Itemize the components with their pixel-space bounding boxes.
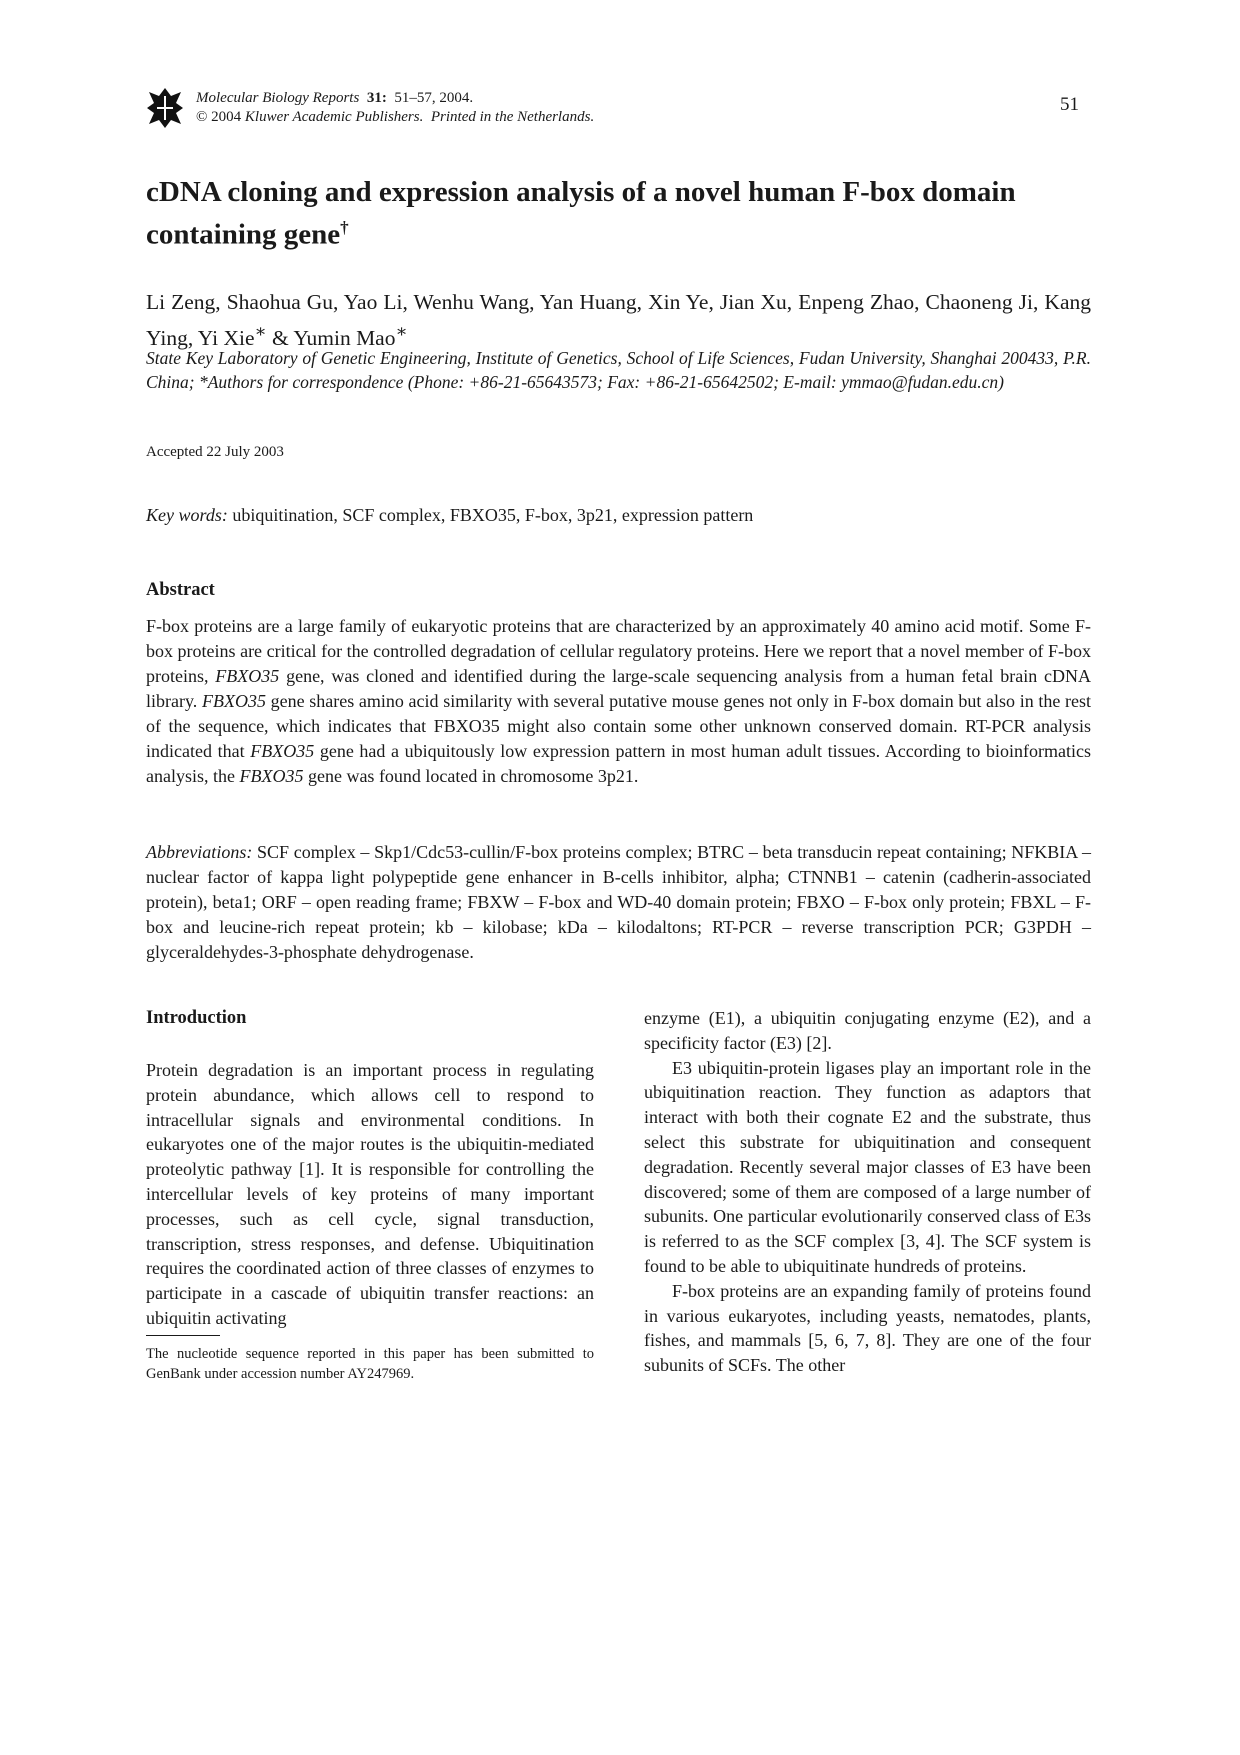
publisher-name: Kluwer Academic Publishers.: [244, 109, 424, 125]
copyright-year: © 2004: [196, 109, 242, 125]
introduction-paragraph: Protein degradation is an important process in regulating protein abundance, which allows cell to respond to intracellular signals and environmental conditions. In eukaryotes one of the major routes is the ubiquitin-mediated proteolytic pathway [1]. It is responsible for controlling the intercellular levels of key proteins of many important processes, such as cell cycle, signal transduction, transcription, stress responses, and defense. Ubiquitination requires the coordinated action of three classes of enzymes to participate in a cascade of ubiquitin transfer reactions: an ubiquitin activating: [146, 1060, 594, 1328]
abbreviations: [146, 840, 1091, 965]
author-star-1: ∗: [254, 321, 267, 341]
author-star-2: ∗: [395, 321, 408, 341]
authors-text: Li Zeng, Shaohua Gu, Yao Li, Wenhu Wang, Yan Huang, Xin Ye, Jian Xu, Enpeng Zhao, Chaoneng Ji, Kang Ying, Yi Xie: [146, 290, 1091, 351]
journal-volume: 31:: [366, 90, 387, 106]
abstract-part: gene shares amino acid similarity with several putative mouse genes not only in F-box domain but also in the rest of the sequence, which indicates that FBXO35 might also contain some other unknown conserved domain. RT-PCR analysis indicated that: [146, 691, 1091, 761]
journal-citation: [196, 89, 594, 127]
keywords-label: Key words:: [146, 505, 228, 525]
gene-name: FBXO35: [239, 766, 304, 786]
affiliation: State Key Laboratory of Genetic Engineering, Institute of Genetics, School of Life Sciences, Fudan University, Shanghai 200433, P.R. China; *Authors for correspondence (Phone: +86-21-65643573; Fax: +86-21-65642502; E-mail: ymmao@fudan.edu.cn): [146, 348, 1091, 392]
abstract-part: gene was found located in chromosome 3p21.: [303, 766, 639, 786]
authors-last: & Yumin Mao: [266, 326, 396, 351]
introduction-paragraph: F-box proteins are an expanding family of proteins found in various eukaryotes, including yeasts, nematodes, plants, fishes, and mammals [5, 6, 7, 8]. They are one of the four subunits of SCFs. The other: [644, 1280, 1091, 1376]
keywords: [146, 505, 753, 526]
gene-name: FBXO35: [215, 666, 280, 686]
author-list: [146, 288, 1091, 353]
abstract-heading: Abstract: [146, 580, 215, 600]
paper-title: [146, 174, 1106, 253]
accepted-date: Accepted 22 July 2003: [146, 444, 284, 460]
abstract-part: F-box proteins are a large family of eukaryotic proteins that are characterized by an approximately 40 amino acid motif. Some F-box proteins are critical for the controlled degradation of cellular regulatory proteins. Here we report that a novel member of F-box proteins,: [146, 616, 1091, 686]
publisher-logo-icon: [146, 86, 184, 130]
footnote-rule: [146, 1335, 220, 1336]
journal-name: Molecular Biology Reports: [196, 90, 360, 106]
journal-pages: 51–57, 2004.: [394, 90, 474, 106]
paper-title-text: cDNA cloning and expression analysis of a novel human F-box domain containing gene: [146, 176, 1016, 251]
gene-name: FBXO35: [201, 691, 266, 711]
title-footnote-mark: †: [340, 218, 349, 237]
left-column: [146, 1006, 594, 1331]
abstract-text: [146, 614, 1091, 789]
printed-note: Printed in the Netherlands.: [430, 109, 595, 125]
abbreviations-text: SCF complex – Skp1/Cdc53-cullin/F-box proteins complex; BTRC – beta transducin repeat containing; NFKBIA – nuclear factor of kappa light polypeptide gene enhancer in B-cells inhibitor, alpha; CTNNB1 – catenin (cadherin-associated protein), beta1; ORF – open reading frame; FBXW – F-box and WD-40 domain protein; FBXO – F-box only protein; FBXL – F-box and leucine-rich repeat protein; kb – kilobase; kDa – kilodaltons; RT-PCR – reverse transcription PCR; G3PDH – glyceraldehydes-3-phosphate dehydrogenase.: [146, 842, 1091, 962]
journal-line-2: [196, 108, 594, 127]
right-column: [644, 1006, 1091, 1378]
footnote: The nucleotide sequence reported in this paper has been submitted to GenBank under accession number AY247969.: [146, 1346, 594, 1382]
abbreviations-label: Abbreviations:: [146, 842, 253, 862]
journal-line-1: [196, 89, 594, 108]
keywords-text: ubiquitination, SCF complex, FBXO35, F-box, 3p21, expression pattern: [232, 505, 754, 525]
gene-name: FBXO35: [250, 741, 315, 761]
abstract-part: gene, was cloned and identified during the large-scale sequencing analysis from a human fetal brain cDNA library.: [146, 666, 1091, 711]
introduction-paragraph: enzyme (E1), a ubiquitin conjugating enzyme (E2), and a specificity factor (E3) [2].: [644, 1008, 1091, 1053]
page-number: 51: [1060, 94, 1079, 115]
abstract-part: gene had a ubiquitously low expression pattern in most human adult tissues. According to bioinformatics analysis, the: [146, 741, 1091, 786]
introduction-paragraph: E3 ubiquitin-protein ligases play an important role in the ubiquitination reaction. They function as adaptors that interact with both their cognate E2 and the substrate, thus select this substrate for ubiquitination and consequent degradation. Recently several major classes of E3 have been discovered; some of them are composed of a large number of subunits. One particular evolutionarily conserved class of E3s is referred to as the SCF complex [3, 4]. The SCF system is found to be able to ubiquitinate hundreds of proteins.: [644, 1057, 1091, 1276]
introduction-heading: Introduction: [146, 1008, 247, 1028]
